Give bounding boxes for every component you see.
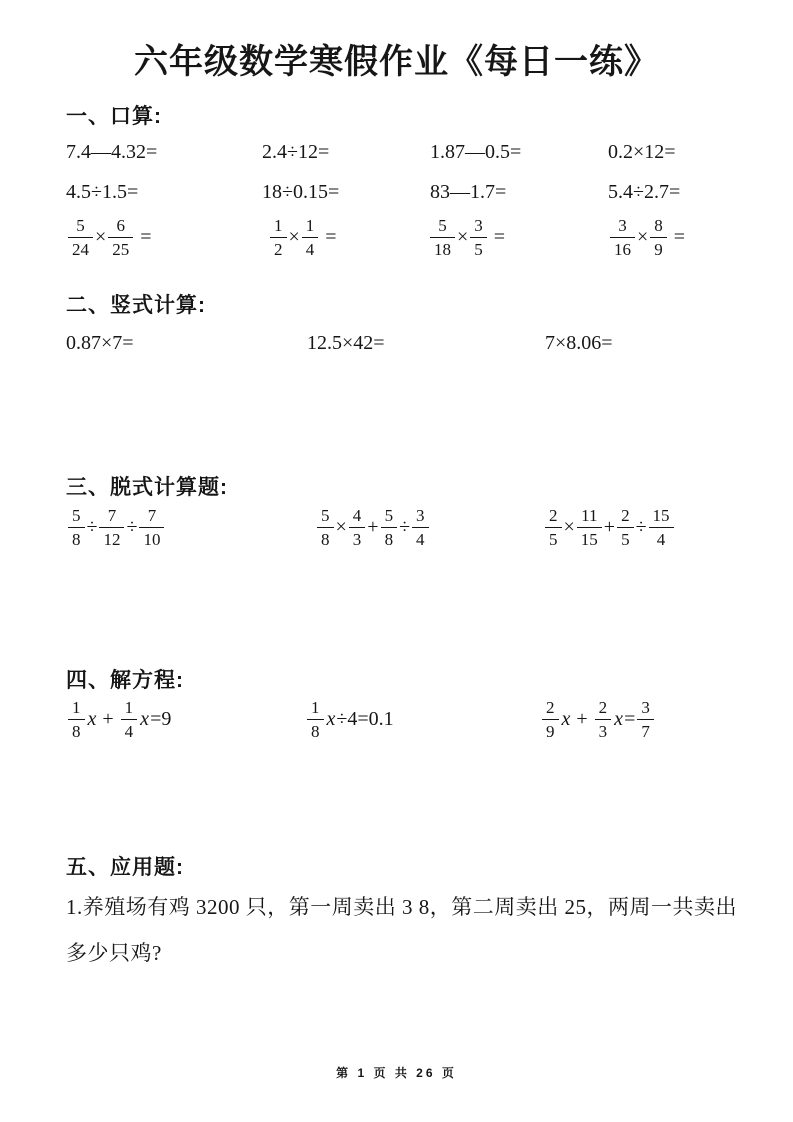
fraction: $\frac{3}{7}$	[637, 698, 654, 741]
math-problem	[66, 216, 268, 259]
fraction: $\frac{11}{15}$	[577, 506, 602, 549]
fraction: $\frac{1}{4}$	[121, 698, 138, 741]
math-problem: 7.4—4.32=	[66, 141, 158, 163]
oral-row-2	[66, 181, 753, 204]
math-text: +	[367, 516, 379, 538]
fraction: $\frac{1}{8}$	[307, 698, 324, 741]
math-problem	[66, 698, 305, 741]
section-heading-equations: 四、解方程:	[66, 669, 184, 692]
vertical-row	[66, 332, 753, 355]
math-problem	[305, 698, 540, 741]
math-text: ×	[288, 226, 300, 248]
fraction: $\frac{5}{24}$	[68, 216, 93, 259]
math-text: =	[668, 226, 686, 248]
equations-row	[66, 698, 753, 741]
math-problem: 83—1.7=	[430, 181, 507, 203]
math-text: =	[320, 226, 337, 248]
fraction: $\frac{1}{8}$	[68, 698, 85, 741]
variable-x: x	[561, 708, 571, 730]
stepwise-row	[66, 506, 753, 549]
fraction: $\frac{6}{25}$	[108, 216, 133, 259]
fraction: $\frac{3}{5}$	[470, 216, 487, 259]
fraction: $\frac{7}{10}$	[139, 506, 164, 549]
page-title: 六年级数学寒假作业《每日一练》	[134, 43, 659, 81]
math-text: ×	[637, 226, 649, 248]
math-text: ÷	[399, 516, 411, 538]
variable-x: x	[614, 708, 624, 730]
fraction: $\frac{5}{8}$	[381, 506, 398, 549]
fraction: $\frac{2}{5}$	[617, 506, 634, 549]
fraction: $\frac{3}{16}$	[610, 216, 635, 259]
math-text: ×	[335, 516, 347, 538]
section-heading-stepwise: 三、脱式计算题:	[66, 476, 228, 499]
page-footer: 第 1 页 共 26 页	[336, 1066, 457, 1080]
fraction: $\frac{5}{18}$	[430, 216, 455, 259]
math-problem	[428, 216, 608, 259]
math-problem: 18÷0.15=	[262, 181, 340, 203]
math-problem	[315, 506, 543, 549]
math-text: +	[97, 708, 119, 730]
math-problem: 0.2×12=	[608, 141, 676, 163]
math-text: ×	[563, 516, 575, 538]
variable-x: x	[87, 708, 97, 730]
math-text: ÷	[126, 516, 138, 538]
math-text: ÷	[86, 516, 98, 538]
math-problem: 5.4÷2.7=	[608, 181, 681, 203]
word-problem-line-1: 1.养殖场有鸡 3200 只，第一周卖出 3 8，第二周卖出 25，两周一共卖出	[66, 895, 737, 919]
section-heading-word: 五、应用题:	[66, 856, 184, 879]
math-problem: 2.4÷12=	[262, 141, 330, 163]
math-text: =	[488, 226, 506, 248]
fraction: $\frac{15}{4}$	[649, 506, 674, 549]
math-problem: 0.87×7=	[66, 332, 134, 354]
fraction: $\frac{2}{3}$	[595, 698, 612, 741]
math-problem	[543, 506, 753, 549]
fraction: $\frac{3}{4}$	[412, 506, 429, 549]
fraction: $\frac{5}{8}$	[317, 506, 334, 549]
math-problem	[268, 216, 428, 259]
math-problem	[540, 698, 753, 741]
oral-row-1	[66, 141, 753, 164]
math-text: ×	[457, 226, 469, 248]
math-text: ÷4=0.1	[336, 708, 394, 730]
fraction: $\frac{8}{9}$	[650, 216, 667, 259]
math-problem: 4.5÷1.5=	[66, 181, 139, 203]
variable-x: x	[140, 708, 150, 730]
math-text: +	[603, 516, 616, 538]
math-text: =	[135, 226, 152, 248]
math-text: ×	[95, 226, 107, 248]
fraction: $\frac{4}{3}$	[349, 506, 366, 549]
math-text: ÷	[635, 516, 647, 538]
math-problem: 12.5×42=	[307, 332, 385, 354]
math-problem	[66, 506, 315, 549]
fraction: $\frac{7}{12}$	[99, 506, 124, 549]
math-problem: 7×8.06=	[545, 332, 613, 354]
word-problem-line-2: 多少只鸡?	[66, 941, 162, 965]
fraction: $\frac{5}{8}$	[68, 506, 85, 549]
section-heading-oral: 一、口算:	[66, 105, 162, 128]
math-problem	[608, 216, 753, 259]
math-text: =	[624, 708, 636, 730]
oral-row-3	[66, 216, 753, 259]
math-text: =9	[150, 708, 172, 730]
variable-x: x	[326, 708, 336, 730]
fraction: $\frac{1}{4}$	[302, 216, 319, 259]
math-text: +	[571, 708, 593, 730]
math-problem: 1.87—0.5=	[430, 141, 522, 163]
fraction: $\frac{2}{9}$	[542, 698, 559, 741]
fraction: $\frac{1}{2}$	[270, 216, 287, 259]
fraction: $\frac{2}{5}$	[545, 506, 562, 549]
section-heading-vertical: 二、竖式计算:	[66, 294, 206, 317]
